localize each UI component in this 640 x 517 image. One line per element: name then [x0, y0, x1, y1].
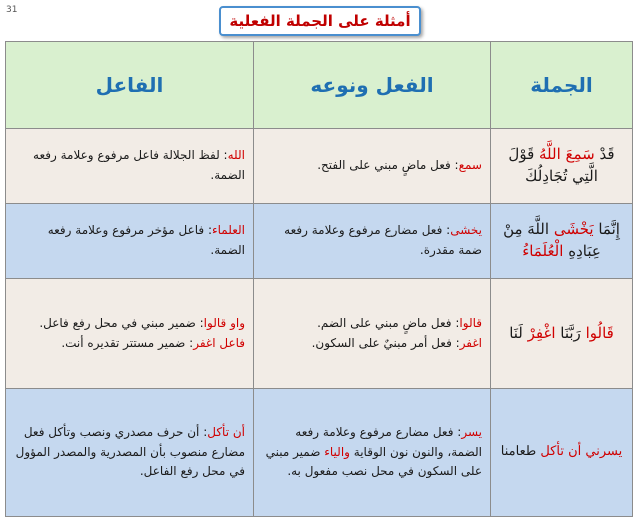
sentence-cell [491, 204, 633, 279]
verb-cell [254, 389, 491, 517]
header-verb: الفعل ونوعه [254, 42, 491, 129]
sentence-cell [491, 279, 633, 389]
verb-cell [254, 279, 491, 389]
page-title: أمثلة على الجملة الفعلية [219, 6, 421, 36]
subject-cell [6, 389, 254, 517]
subject-cell [6, 279, 254, 389]
table-row [6, 279, 633, 389]
verb-cell [254, 204, 491, 279]
sentence-cell [491, 129, 633, 204]
examples-table [5, 41, 633, 517]
table-row [6, 389, 633, 517]
verb-text: سمع: فعل ماضٍ مبني على الفتح. [317, 158, 482, 173]
subject-text: الله: لفظ الجلالة فاعل مرفوع وعلامة رفعه الضمة. [33, 148, 245, 182]
subject-text: العلماء: فاعل مؤخر مرفوع وعلامة رفعه الضمة. [47, 223, 245, 257]
sentence-cell [491, 389, 633, 517]
sentence-text: يسرني أن تأكل طعامنا [500, 444, 623, 460]
sentence-text: إِنَّمَا يَخْشَى اللَّهَ مِنْ عِبَادِهِ الْعُلَمَاءُ [503, 220, 620, 260]
subject-text: واو قالوا: ضمير مبني في محل رفع فاعل. فاعل اغفر: ضمير مستتر تقديره أنت. [39, 315, 245, 350]
subject-cell [6, 129, 254, 204]
page-number: 31 [6, 5, 18, 15]
sentence-text: قَدْ سَمِعَ اللَّهُ قَوْلَ الَّتِي تُجَادِلُكَ [508, 145, 615, 185]
header-subject: الفاعل [6, 42, 254, 129]
subject-text: أن تأكل: أن حرف مصدري ونصب وتأكل فعل مضارع منصوب بأن المصدرية والمصدر المؤول في محل رفع الفاعل. [15, 424, 245, 479]
table-header-row [6, 42, 633, 129]
verb-text: يخشى: فعل مضارع مرفوع وعلامة رفعه ضمة مقدرة. [284, 223, 482, 257]
verb-cell [254, 129, 491, 204]
table-row [6, 129, 633, 204]
verb-text: قالوا: فعل ماضٍ مبني على الضم. اغفر: فعل أمر مبنيٌ على السكون. [311, 315, 482, 350]
header-sentence: الجملة [491, 42, 633, 129]
subject-cell [6, 204, 254, 279]
sentence-text: قَالُوا رَبَّنَا اغْفِرْ لَنَا [509, 323, 614, 342]
verb-text: يسر: فعل مضارع مرفوع وعلامة رفعه الضمة، والنون نون الوقاية والياء ضمير مبني على السكون في محل نصب مفعول به. [265, 424, 482, 479]
table-row [6, 204, 633, 279]
